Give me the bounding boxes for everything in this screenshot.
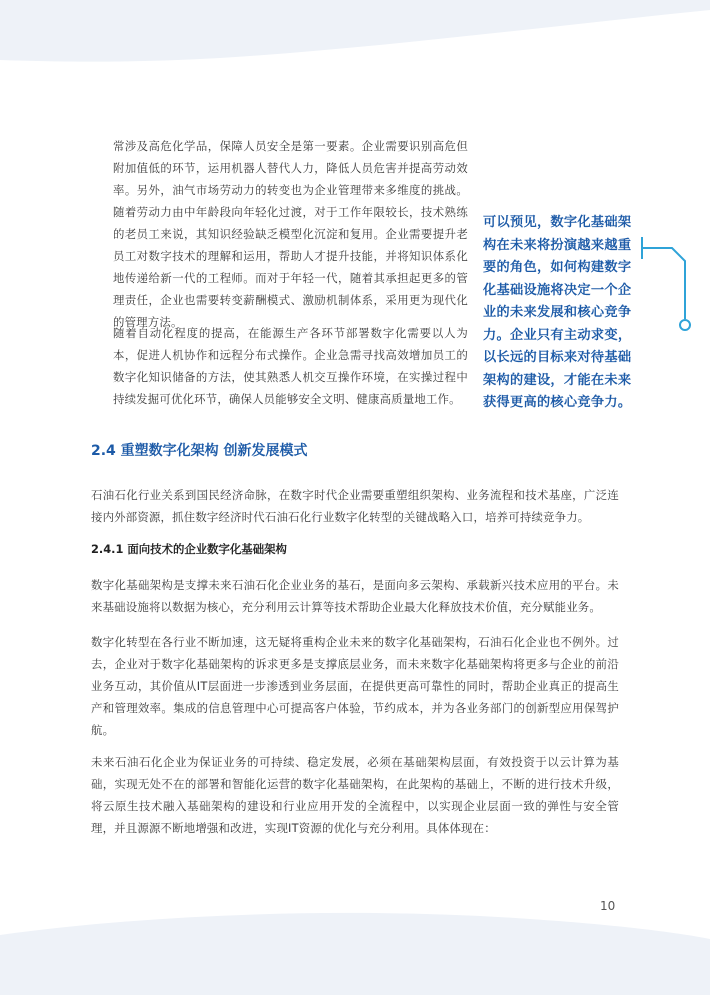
body-paragraph-5: 数字化转型在各行业不断加速，这无疑将重构企业未来的数字化基础架构，石油石化企业也不例外。过去，企业对于数字化基础架构的诉求更多是支撑底层业务，而未来数字化基础架构将更多与企业的前沿业务互动，其价值从IT层面进一步渗透到业务层面，在提供更高可靠性的同时，帮助企业真正的提高生产和管理效率。集成的信息管理中心可提高客户体验，节约成本，并为各业务部门的创新型应用保驾护航。 — [91, 635, 619, 737]
body-paragraph-1: 常涉及高危化学品，保障人员安全是第一要素。企业需要识别高危但附加值低的环节，运用机器人替代人力，降低人员危害并提高劳动效率。另外，油气市场劳动力的转变也为企业管理带来多维度的挑战。随着劳动力由中年龄段向年轻化过渡，对于工作年限较长，技术熟练的老员工来说，其知识经验缺乏模型化沉淀和复用。企业需要提升老员工对数字技术的理解和运用，帮助人才提升技能，并将知识体系化地传递给新一代的工程师。而对于年轻一代，随着其承担起更多的管理责任，企业也需要转变薪酬模式、激励机制体系，采用更为现代化的管理方法。 — [113, 139, 468, 329]
page-number: 10 — [600, 899, 616, 913]
body-paragraph-4: 数字化基础架构是支撑未来石油石化企业业务的基石，是面向多云架构、承载新兴技术应用的平台。未来基础设施将以数据为核心，充分利用云计算等技术帮助企业最大化释放技术价值，充分赋能业务。 — [91, 578, 619, 614]
circuit-line-icon — [640, 235, 700, 335]
body-paragraph-6: 未来石油石化企业为保证业务的可持续、稳定发展，必须在基础架构层面，有效投资于以云计算为基础，实现无处不在的部署和智能化运营的数字化基础架构，在此架构的基础上，不断的进行技术升级，将云原生技术融入基础架构的建设和行业应用开发的全流程中，以实现企业层面一致的弹性与安全管理，并且源源不断地增强和改进，实现IT资源的优化与充分利用。具体体现在： — [91, 755, 619, 835]
callout-quote: 可以预见，数字化基础架构在未来将扮演越来越重要的角色，如何构建数字化基础设施将决定一个企业的未来发展和核心竞争力。企业只有主动求变，以长远的目标来对待基础架构的建设，才能在未来获得更高的核心竞争力。 — [483, 215, 632, 410]
subsection-heading: 2.4.1 面向技术的企业数字化基础架构 — [91, 542, 287, 556]
body-paragraph-3: 石油石化行业关系到国民经济命脉，在数字时代企业需要重塑组织架构、业务流程和技术基座，广泛连接内外部资源，抓住数字经济时代石油石化行业数字化转型的关键战略入口，培养可持续竞争力。 — [91, 488, 619, 524]
body-paragraph-2: 随着自动化程度的提高，在能源生产各环节部署数字化需要以人为本，促进人机协作和远程分布式操作。企业急需寻找高效增加员工的数字化知识储备的方法，使其熟悉人机交互操作环境，在实操过程中持续发掘可优化环节，确保人员能够安全文明、健康高质量地工作。 — [113, 326, 468, 406]
bottom-wave-decoration — [0, 905, 710, 995]
section-heading: 2.4 重塑数字化架构 创新发展模式 — [91, 443, 308, 459]
top-wave-decoration — [0, 0, 710, 70]
